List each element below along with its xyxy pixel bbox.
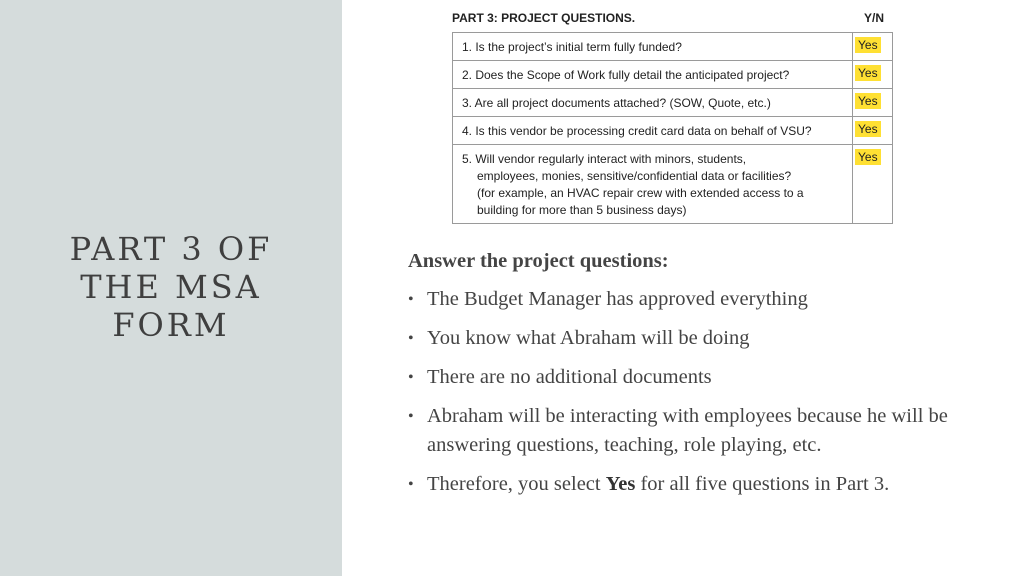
question-text-line: employees, monies, sensitive/confidential data or facilities? [477, 169, 792, 183]
table-row [453, 33, 893, 61]
answer-yes: Yes [855, 149, 881, 165]
list-item [408, 470, 968, 499]
question-text: 5. Will vendor regularly interact with minors, students, [462, 152, 747, 166]
list-item [408, 285, 968, 314]
form-header [452, 8, 894, 28]
questions-table [452, 32, 893, 224]
bullet-icon: • [408, 330, 414, 347]
table-row [453, 117, 893, 145]
table-row [453, 145, 893, 224]
bullet-icon: • [408, 291, 414, 308]
bullet-text-bold: Yes [605, 473, 636, 495]
list-item [408, 402, 968, 460]
bullet-icon: • [408, 476, 414, 493]
question-text: 1. Is the project’s initial term fully funded? [462, 40, 682, 54]
question-text-line: building for more than 5 business days) [477, 203, 687, 217]
answer-cell [853, 33, 893, 61]
question-cell [453, 61, 853, 89]
instructions-heading: Answer the project questions: [408, 250, 669, 272]
answer-cell [853, 117, 893, 145]
slide-title: PART 3 OF THE MSA FORM [69, 230, 273, 344]
question-text-line: (for example, an HVAC repair crew with extended access to a [477, 186, 804, 200]
question-cell [453, 117, 853, 145]
answer-cell [853, 89, 893, 117]
bullet-text-after: for all five questions in Part 3. [635, 473, 890, 495]
bullet-list [408, 285, 968, 499]
answer-yes: Yes [855, 93, 881, 109]
bullet-text: There are no additional documents [427, 366, 712, 388]
bullet-text-before: Therefore, you select [427, 473, 606, 495]
question-text: 4. Is this vendor be processing credit card data on behalf of VSU? [462, 124, 812, 138]
list-item [408, 324, 968, 353]
form-header-yn: Y/N [863, 11, 884, 25]
table-row [453, 89, 893, 117]
project-questions-form [452, 8, 894, 224]
question-text: 3. Are all project documents attached? (SOW, Quote, etc.) [462, 96, 771, 110]
answer-yes: Yes [855, 37, 881, 53]
question-cell [453, 89, 853, 117]
answer-yes: Yes [855, 121, 881, 137]
answer-cell [853, 61, 893, 89]
question-text: 2. Does the Scope of Work fully detail the anticipated project? [462, 68, 790, 82]
bullet-text: The Budget Manager has approved everything [427, 288, 808, 310]
bullet-icon: • [408, 369, 414, 386]
bullet-text: You know what Abraham will be doing [427, 327, 750, 349]
form-header-title: PART 3: PROJECT QUESTIONS. [452, 11, 636, 25]
question-cell [453, 33, 853, 61]
list-item [408, 363, 968, 392]
instructions [408, 248, 968, 509]
question-cell [453, 145, 853, 224]
table-row [453, 61, 893, 89]
answer-cell [853, 145, 893, 224]
bullet-icon: • [408, 408, 414, 425]
answer-yes: Yes [855, 65, 881, 81]
bullet-text: Abraham will be interacting with employees because he will be answering questions, teaching, role playing, etc. [427, 405, 948, 456]
